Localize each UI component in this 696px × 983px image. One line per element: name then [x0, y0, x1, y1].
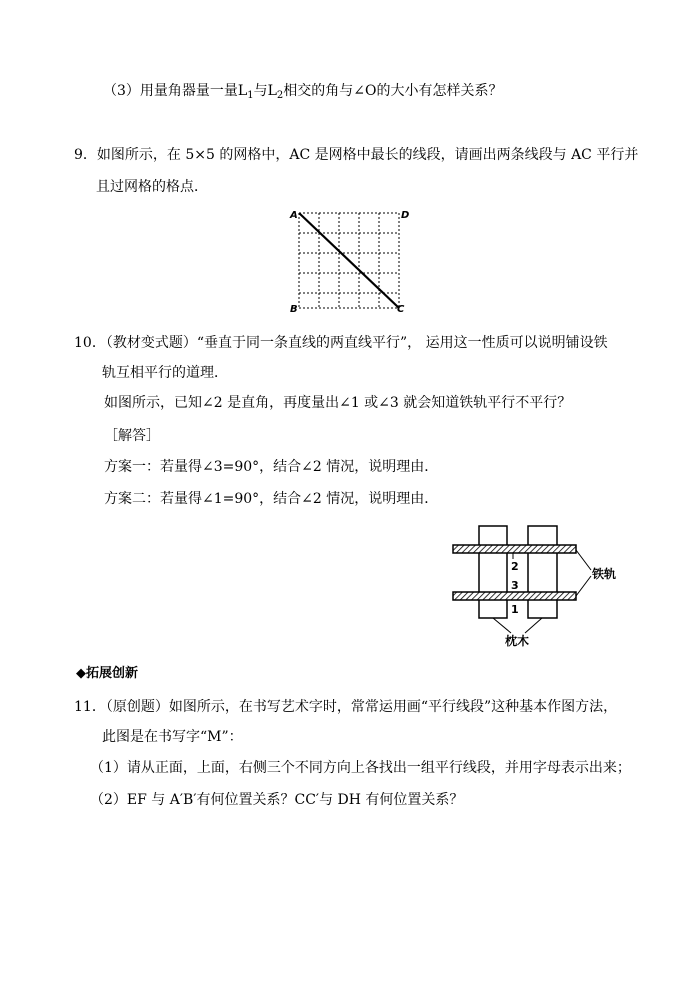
sleeper-right [528, 526, 557, 618]
angle-1-label: 1 [511, 603, 519, 616]
rail-leader-bottom [576, 576, 591, 596]
q10-line3: 如图所示，已知∠2 是直角，再度量出∠1 或∠3 就会知道铁轨平行不平行？ [104, 395, 572, 411]
rail-leader-top [576, 550, 591, 570]
q8-sub3-suffix: 相交的角与∠O的大小有怎样关系？ [283, 83, 503, 99]
right-angle-mark [507, 553, 513, 559]
q9-line2: 且过网格的格点． [96, 179, 208, 195]
angle-3-label: 3 [511, 579, 519, 592]
grid-figure [287, 206, 417, 316]
sleeper-leader-right [525, 618, 542, 633]
q11-line2: 此图是在书写字“M”： [102, 729, 243, 745]
q9-line1: 9．如图所示，在 5×5 的网格中，AC 是网格中最长的线段，请画出两条线段与 AC 平行并 [74, 147, 639, 163]
sleeper-left [479, 526, 507, 618]
q8-sub3 [103, 81, 502, 106]
q10-plan2: 方案二：若量得∠1=90°，结合∠2 情况，说明理由． [104, 491, 439, 507]
segment-ac [299, 213, 399, 308]
rail-bottom [453, 592, 576, 600]
q10-line2: 轨互相平行的道理． [102, 365, 228, 381]
label-b: B [290, 304, 298, 315]
q8-sub3-mid: 与 [253, 83, 268, 99]
l2-letter: L [267, 83, 277, 99]
q11-line1: 11．（原创题）如图所示，在书写艺术字时，常常运用画“平行线段”这种基本作图方法， [74, 699, 618, 715]
angle-2-label: 2 [511, 560, 519, 573]
q11-sub2: （2）EF 与 A′B′有何位置关系？CC′与 DH 有何位置关系？ [90, 792, 464, 808]
q11-sub1: （1）请从正面，上面，右侧三个不同方向上各找出一组平行线段，并用字母表示出来； [90, 760, 631, 776]
label-c: C [397, 304, 405, 315]
sleeper-label: 枕木 [505, 634, 530, 648]
q8-sub3-prefix: （3）用量角器量一量 [103, 83, 238, 99]
label-a: A [290, 210, 298, 221]
rail-top [453, 545, 576, 553]
rail-label: 铁轨 [592, 567, 617, 581]
label-d: D [401, 210, 410, 221]
rail-figure [449, 520, 629, 650]
q10-plan1: 方案一：若量得∠3=90°，结合∠2 情况，说明理由． [104, 459, 439, 475]
section-heading: ◆拓展创新 [76, 666, 138, 681]
l2-subscript: 2 [276, 90, 284, 101]
q10-line1: 10．（教材变式题）“垂直于同一条直线的两直线平行”， 运用这一性质可以说明铺设铁 [74, 335, 608, 351]
q10-answer-label: ［解答］ [104, 428, 160, 444]
l1-letter: L [237, 83, 248, 99]
l1-subscript: 1 [247, 90, 254, 101]
sleeper-leader-left [493, 618, 511, 633]
